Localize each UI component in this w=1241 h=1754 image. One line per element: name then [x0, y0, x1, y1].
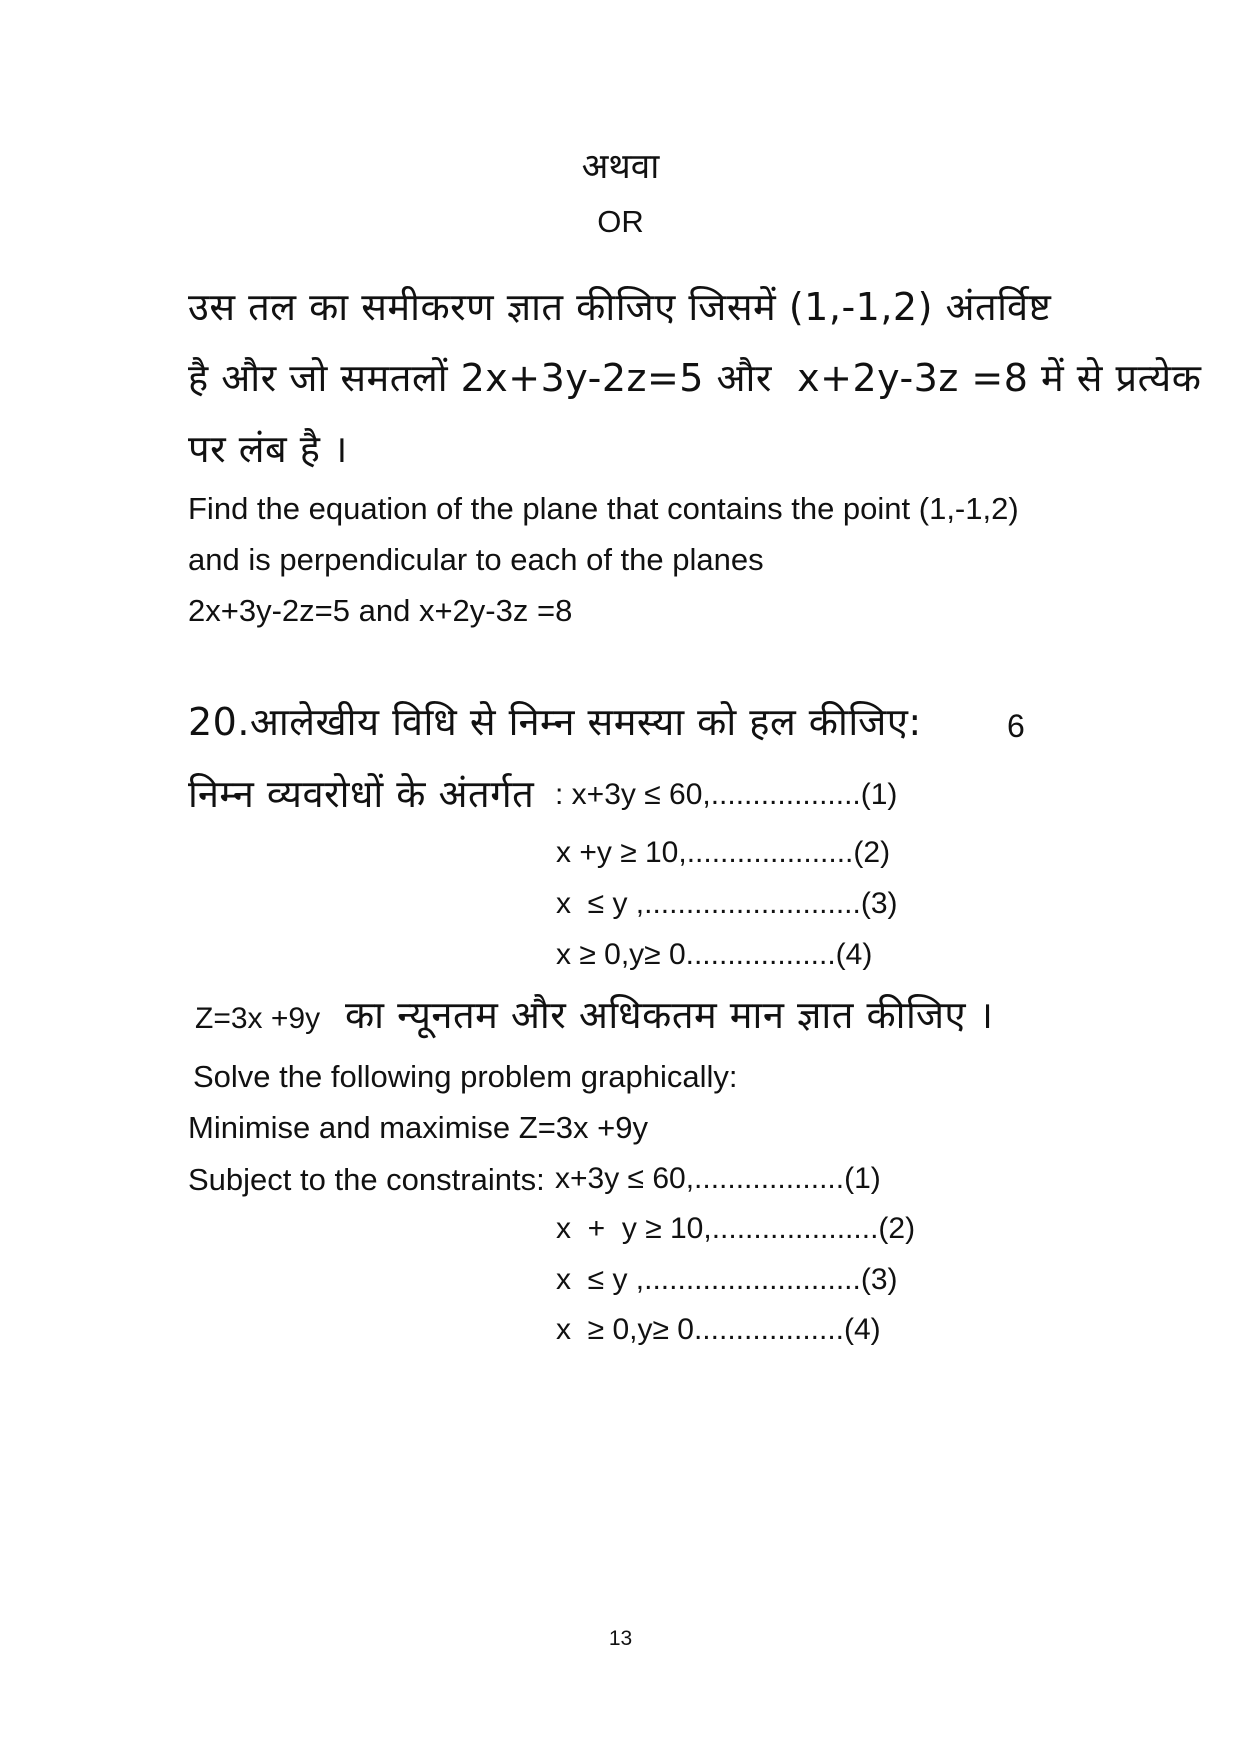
hindi-objective-text: का न्यूनतम और अधिकतम मान ज्ञात कीजिए । — [345, 993, 994, 1037]
english-problem-line-1: Solve the following problem graphically: — [193, 1059, 738, 1094]
english-question-line-1: Find the equation of the plane that contains the point (1,-1,2) — [188, 491, 1019, 526]
english-problem-line-2: Minimise and maximise Z=3x +9y — [188, 1110, 648, 1145]
english-or-heading: OR — [597, 204, 644, 239]
hindi-constraint-4: x ≥ 0,y≥ 0..................(4) — [556, 938, 873, 971]
english-constraints-label: Subject to the constraints: — [188, 1162, 545, 1197]
hindi-constraint-3: x ≤ y ,..........................(3) — [556, 887, 898, 920]
page-number: 13 — [608, 1627, 633, 1650]
english-constraint-2: x + y ≥ 10,....................(2) — [556, 1212, 916, 1245]
hindi-constraint-2: x +y ≥ 10,....................(2) — [556, 836, 891, 869]
question-20-heading: 20.आलेखीय विधि से निम्न समस्या को हल कीजिए: — [188, 700, 922, 744]
english-question-line-2: and is perpendicular to each of the planes — [188, 542, 764, 577]
hindi-objective-expression: Z=3x +9y — [195, 1002, 321, 1035]
english-question-line-3: 2x+3y-2z=5 and x+2y-3z =8 — [188, 593, 573, 628]
english-constraint-3: x ≤ y ,..........................(3) — [556, 1263, 898, 1296]
english-constraint-4: x ≥ 0,y≥ 0..................(4) — [556, 1313, 881, 1346]
question-20-marks: 6 — [1007, 708, 1025, 744]
hindi-or-heading: अथवा — [581, 147, 660, 187]
hindi-question-line-1: उस तल का समीकरण ज्ञात कीजिए जिसमें (1,-1,2) अंतर्विष्ट — [188, 285, 1052, 329]
hindi-question-line-3: पर लंब है । — [188, 427, 348, 471]
hindi-constraint-1: : x+3y ≤ 60,..................(1) — [555, 778, 898, 811]
english-constraint-1: x+3y ≤ 60,..................(1) — [555, 1162, 881, 1195]
hindi-question-line-2: है और जो समतलों 2x+3y-2z=5 और x+2y-3z =8 में से प्रत्येक — [188, 356, 1202, 400]
hindi-constraints-label: निम्न व्यवरोधों के अंतर्गत — [188, 772, 535, 816]
